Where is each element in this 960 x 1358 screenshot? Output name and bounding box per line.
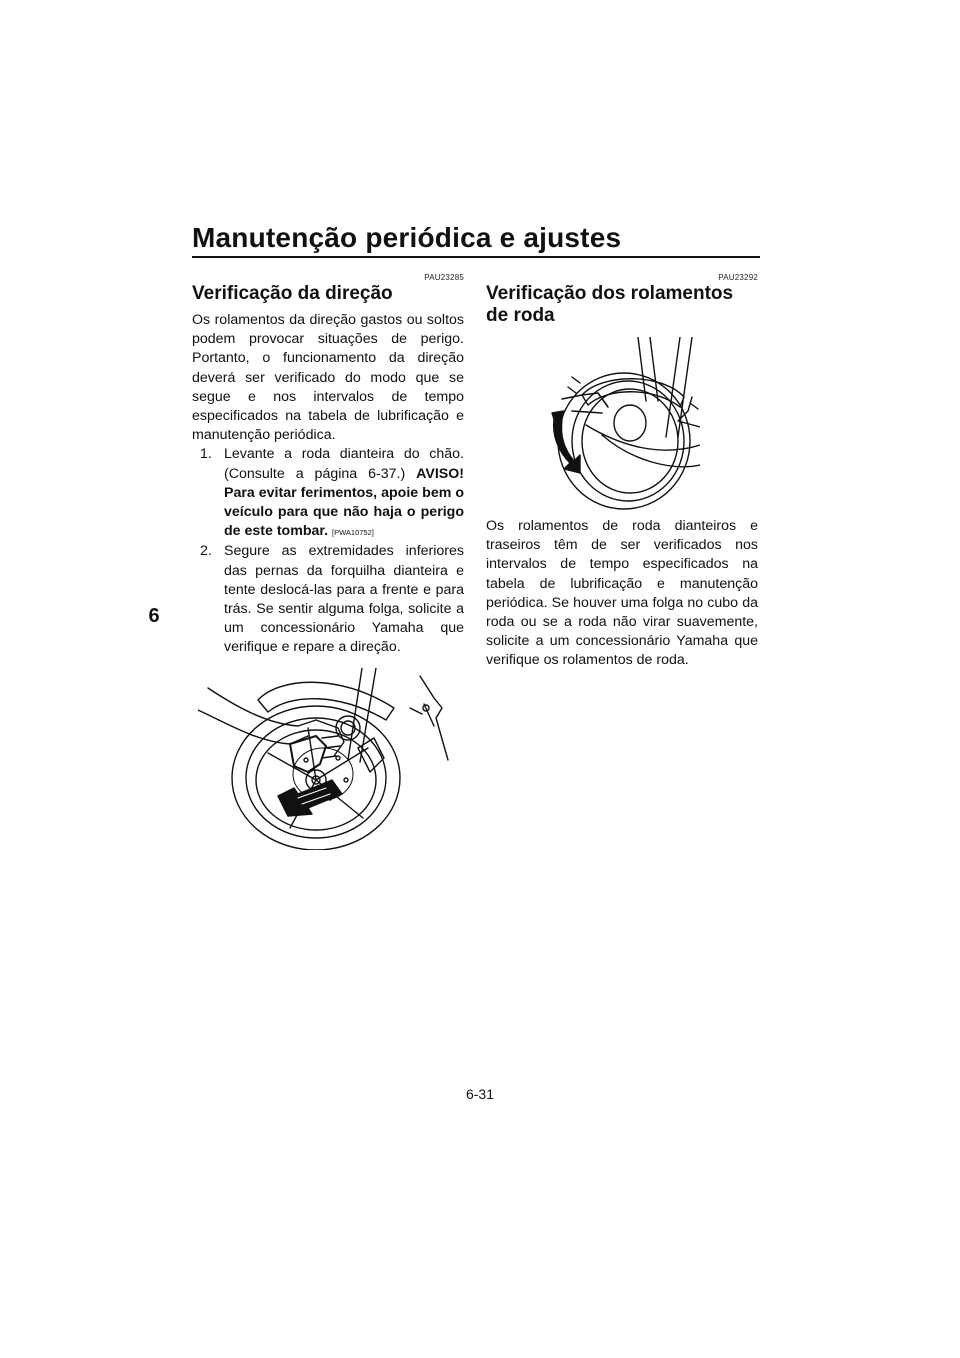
wheel-bearing-check-illustration	[542, 337, 700, 511]
section-body: Os rolamentos de roda dianteiros e traseiros têm de ser verificados nos intervalos de tempo especificados na tabela de lubrificação e manutenção periódica. Se houver uma folga no cubo da roda ou se a roda não virar suavemente, solicite a um concessionário Yamaha que verifique os rolamentos de roda.	[486, 518, 758, 669]
section-code: PAU23285	[424, 273, 464, 282]
steps-list	[192, 445, 464, 657]
warning-ref-code: [PWA10752]	[332, 528, 374, 538]
steering-check-illustration	[198, 668, 454, 850]
warning-text: AVISO! Para evitar ferimentos, apoie bem o veículo para que não haja o perigo de este tombar.	[224, 465, 464, 540]
section-code: PAU23292	[718, 273, 758, 282]
section-title: Verificação dos rolamentos de roda	[486, 283, 734, 326]
step-text: Segure as extremidades inferiores das pernas da forquilha dianteira e tente deslocá-las para a frente e para trás. Se sentir alguma folga, solicite a um concessionário Yamaha que verifique e repare a direção.	[224, 543, 464, 656]
steering-section	[192, 272, 464, 850]
section-title: Verificação da direção	[192, 283, 393, 304]
step-number: 1.	[200, 446, 212, 463]
section-intro: Os rolamentos da direção gastos ou soltos podem provocar situações de perigo. Portanto, o funcionamento da direção deverá ser verificado do modo que se segue e nos intervalos de tempo especificados na tabela de lubrificação e manutenção periódica.	[192, 312, 464, 444]
wheel-bearing-section	[486, 272, 758, 671]
title-rule	[192, 256, 760, 258]
step-text: Levante a roda dianteira do chão. (Consulte a página 6-37.)	[224, 446, 464, 482]
page-number: 6-31	[465, 1086, 495, 1102]
chapter-tab[interactable]: 6	[148, 605, 160, 627]
step-item	[192, 542, 464, 657]
step-number: 2.	[200, 543, 212, 560]
page-title: Manutenção periódica e ajustes	[192, 222, 622, 253]
step-item	[192, 445, 464, 542]
